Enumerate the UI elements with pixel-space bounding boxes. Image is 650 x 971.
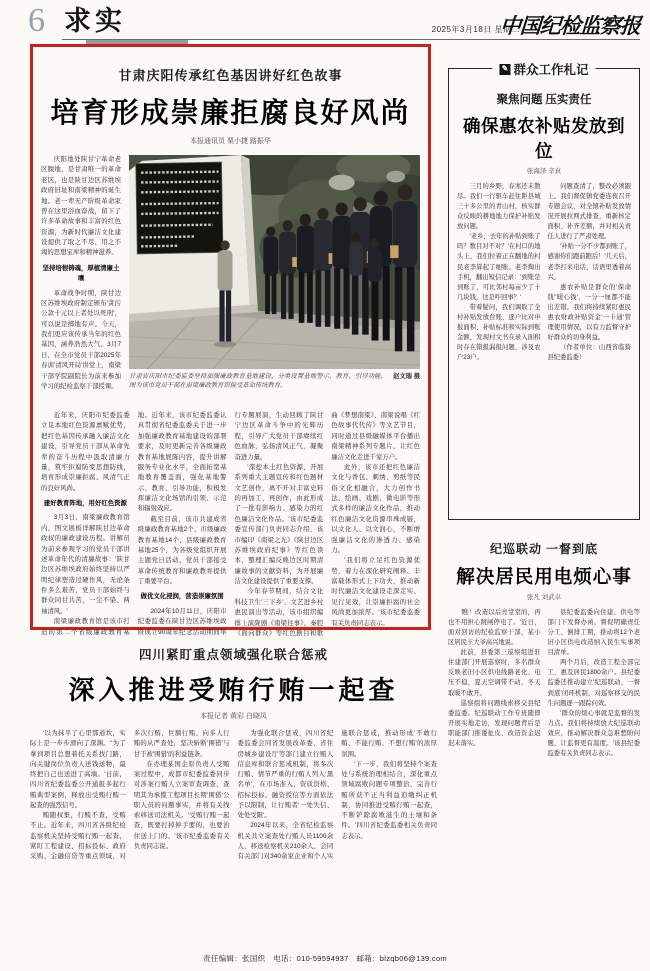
right-article2-byline: 张凡 刘武卓 xyxy=(526,594,562,601)
right-article-2 xyxy=(448,540,640,946)
news-photo xyxy=(129,155,420,369)
reader-notes-box xyxy=(448,63,640,520)
right-article2-kicker: 纪巡联动 一督到底 xyxy=(489,542,598,556)
column-tab xyxy=(492,60,595,78)
column-tab-label: 群众工作札记 xyxy=(513,63,589,77)
right-article2-headline: 解决居民用电烦心事 xyxy=(456,568,632,588)
bottom-article-byline: 本报记者 黄彩 白晓凤 xyxy=(200,713,267,720)
photo-credit: 赵文瑞 摄 xyxy=(393,373,420,380)
page-number: 6 xyxy=(28,2,45,39)
bottom-article-body: '以为抹平了心里那道坎，实际上是一步步滑向了深渊。''为了拿到项目总想着托关系找门路，向关键岗位负责人送钱送物，最终把自己也送进了高墙。'日前，四川省纪委监委公开通报多起行贿典型案例，释放出受贿行贿一起查的强烈信号。 贿随权集，行贿不查，受贿不止。近年来，四川省各级纪检监察机关坚持受贿行贿一起查，紧盯工程建设、招标投标、政府采购、金融信贷等重点领域，对多次行贿、巨额行贿、向多人行贿的从严查处，坚决斩断'围猎'与甘于被'围猎'的利益链条。 在办理某国企原负责人受贿案过程中，成都市纪委监委同步对涉案行贿人立案审查调查，查明其为承揽工程项目长期'围猎'公职人员的问题事实，并将有关线索移送司法机关。'受贿行贿一起查，既要打掉伸手要的，也要治住送上门的。'该市纪委监委有关负责同志说。 为强化联合惩戒，四川省纪委监委会同省发展改革委、省住房城乡建设厅等部门建立行贿人信息库和联合惩戒机制，将多次行贿、情节严重的行贿人列入'黑名单'，在市场准入、资质资格、招标投标、融资授信等方面依法予以限制，让行贿者'一处失信、处处受限'。 2024年以来，全省纪检监察机关共立案查处行贿人员1100余人，移送检察机关210余人，会同有关部门对340余家企业和个人实施联合惩戒，推动形成'不敢行贿、不能行贿、不想行贿'的浓厚氛围。 '下一步，我们将坚持个案查处与系统治理相结合，深化重点领域腐败问题专项整治，完善行贿所获不正当利益追缴纠正机制，协同推进受贿行贿一起查，不断铲除腐败滋生的土壤和条件。'四川省纪委监委相关负责同志表示。 xyxy=(30,730,437,860)
photo-caption-text: 甘肃省庆阳市纪委监委坚持加强廉政教育基地建设，分类设置基地警示、教育、引导功能，图为该市党员干部在南梁廉政教育馆接受革命传统教育。 xyxy=(129,373,388,390)
bottom-article-headline: 深入推进受贿行贿一起查 xyxy=(68,676,399,705)
issue-date: 2025年3月18日 星期二 xyxy=(431,25,520,34)
photo-caption xyxy=(129,372,420,391)
right-column xyxy=(448,44,640,946)
notes-article-kicker: 聚焦问题 压实责任 xyxy=(496,94,592,106)
notes-article-headline: 确保惠农补贴发放到位 xyxy=(463,116,625,161)
newspaper-masthead: 中国纪检监察报 xyxy=(499,14,641,38)
notes-article-body: 三月的乡野，春寒还未散尽。我们一行驱车赶往距县城三十多公里的青山村，核实群众反映的耕地地力保护补贴发放问题。 '老乡，去年的补贴到账了吗？数目对不对？'在村口的地头上，我们拉着正在翻地的村民老李算起了细账。老李掏出手机，翻出短信记录：'到账是到账了，可比邻村每亩少了十几块钱，这是咋回事？' 带着疑问，我们调取了全村补贴发放台账，逐户比对申报面积、补贴标准和实际到账金额，发现村文书在录入面积时存在错报漏报问题，涉及农户23户。 问题查清了，整改必须跟上。我们督促镇党委连夜召开专题会议，对全镇补贴发放情况开展拉网式排查，重新核定面积、补齐差额，并对相关责任人进行了严肃处理。 '补贴一分不少都到账了，感谢你们跑前跑后！'几天后，老李打来电话，话语里透着高兴。 惠农补贴是群众的'保命钱''暖心钱'，一分一厘都不能出差错。我们将持续紧盯惠民惠农财政补贴资金'一卡通'管理使用情况，以有力监督守护好群众的切身利益。 （作者单位：山西省临猗县纪委监委） xyxy=(457,183,631,362)
pen-icon: ✎ xyxy=(499,64,510,75)
right-article2-body: '瞧！改造以后亮堂堂的，再也不用担心跳闸停电了。'近日，面对回访的纪检监察干部，某小区居民王大爷高兴地说。 此前，县委第三巡察组进驻住建部门开展巡察时，多名群众反映老旧小区供电线路老化、电压不稳，夏天空调带不动，冬天取暖不敢开。 巡察组将问题线索移交县纪委监委。纪巡联动工作专班随即开展实地走访，发现问题背后是职能部门推诿扯皮、改造资金迟迟未落实。 县纪委监委向住建、供电等部门下发督办函，督促明确责任分工、倒排工期，推动将12个老旧小区供电改造纳入民生实事项目清单。 两个月后，改造工程全部完工，惠及居民1800余户。县纪委监委还推动建立'纪巡联动、一督到底'闭环机制，对巡察移交的民生问题逐一跟踪问效。 '群众的烦心事就是监督的发力点。我们将持续放大纪巡联动效应，推动解决群众急难愁盼问题，让监督更有温度。'该县纪委监委有关负责同志表示。 xyxy=(448,609,640,757)
main-article-body: 近年来，庆阳市纪委监委立足本地红色资源禀赋优势，把红色基因传承融入廉洁文化建设，引导党员干部从革命先辈的奋斗历程中汲取清廉力量，筑牢拒腐防变思想防线，培育形成崇廉拒腐、风清气正的良好风尚。 建好教育阵地，用好红色资源 3月3日，南梁廉政教育馆内，图文展板详解陕甘边革命政权的廉政建设历程。讲解员为前来参观学习的党员干部讲述革命年代的清廉故事：'陕甘边区苏维埃政府始终坚持以严明纪律塑造过硬作风，无论条件多么艰苦，党员干部始终与群众同甘共苦，一尘不染、两袖清风。' 南梁廉政教育馆是该市打造的第二个省级廉政教育基地。近年来，该市纪委监委认真贯彻省纪委监委关于进一步加强廉政教育基地建设的部署要求，及时更新完善各级廉政教育基地展陈内容，提升讲解服务专业化水平，全面拓宽基地教育覆盖面，强化基地警示、教育、引导功能，积极发挥廉洁文化场馆的引领、示范和辐射效应。 截至目前，该市共建成省级廉政教育基地2个、市级廉政教育基地14个、县级廉政教育基地25个，为各级党组织开展主题党日活动、党员干部接受革命传统教育和廉政教育提供了重要平台。 做优文化浸润，营造崇廉氛围 2024年10月11日，庆阳市纪委监委在陕甘边区苏维埃政府成立90周年纪念活动期间举行专题展演，生动回顾了陕甘宁边区革命斗争中的光辉历程，引导广大党员干部赓续红色血脉，弘扬清风正气，凝聚奋进力量。 '深挖本土红色资源，开展系列重大主题宣传和红色题材文艺创作，离不开对丰富史料的再加工、再创作，由此形成了一批有影响力、感染力的红色廉洁文化作品。'该市纪委监委宣传部门负责同志介绍，该市编印《南梁之光》《陕甘边区苏维埃政府纪事》等红色读本，整理汇编反映边区时期清廉故事的文献资料，为开展廉洁文化建设提供了重要支撑。 今年春节期间，结合文化科技卫生'三下乡'、文艺进乡村惠民演出等活动，该市组织编排上演陇剧《南梁往事》、秦腔《面向群众》等红色剧目和歌曲《梦想南梁》、南梁说唱《红色故事代代传》等文艺节目，同时通过县级融媒体平台播出南梁精神系列专题片，让红色廉洁文化走进千家万户。 此外，该市还把红色廉洁文化与香包、刺绣、剪纸等民俗文化相融合，大力创作书法、绘画、戏剧、微电影等形式多样的廉洁文化作品，推动红色廉洁文化资源串珠成链，以文化人、以文润心，不断增强廉洁文化的渗透力、感染力。 '我们将立足红色资源优势，着力在深化研究阐释、丰富载体形式上下功夫，推动新时代廉洁文化建设走深走实、见行见效，让崇廉拒腐的社会风尚更加浓厚。'该市纪委监委有关负责同志表示。 xyxy=(41,412,420,637)
main-article-top-zone xyxy=(41,155,420,403)
section-title: 求实 xyxy=(64,6,126,36)
page-header xyxy=(28,4,640,40)
main-article-headline: 培育形成崇廉拒腐良好风尚 xyxy=(50,98,411,129)
bottom-article xyxy=(30,645,437,951)
main-article-photo-block xyxy=(129,155,420,403)
page-footer: 责任编辑：张国织 电话：010-59594937 邮箱：blzqb06@139.com xyxy=(203,954,447,963)
main-article-byline: 本报通讯员 栗小捷 路振华 xyxy=(190,138,271,145)
main-article xyxy=(30,44,431,637)
bottom-article-kicker: 四川紧盯重点领域强化联合惩戒 xyxy=(138,648,328,662)
notes-article-byline: 张海泽 辛真 xyxy=(526,168,562,175)
main-article-kicker: 甘肃庆阳传承红色基因讲好红色故事 xyxy=(118,68,343,83)
main-article-intro-column: 庆阳地处陕甘宁革命老区腹地，是甘肃唯一的革命老区，也是陕甘边区苏维埃政府旧址和南梁精神的诞生地。老一辈无产阶级革命家曾在这里浴血奋战，留下了许多革命故事和丰富的红色资源，为新时代廉洁文化建设提供了取之不尽、用之不竭的思想宝库和精神滋养。 坚持培根铸魂，厚植清廉土壤 革命战争时期，陕甘边区苏维埃政府制定颁布'贪污公款十元以上者处以死刑'，可以说是掷地有声。今天，我们更应该传承当年的红色基因，涵养浩然大气。3月7日，在全市党员干部2025年春训'清风开局'讲堂上，南梁干部学院副院长为前来参加学习的纪检监察干部授课。 xyxy=(41,156,121,390)
